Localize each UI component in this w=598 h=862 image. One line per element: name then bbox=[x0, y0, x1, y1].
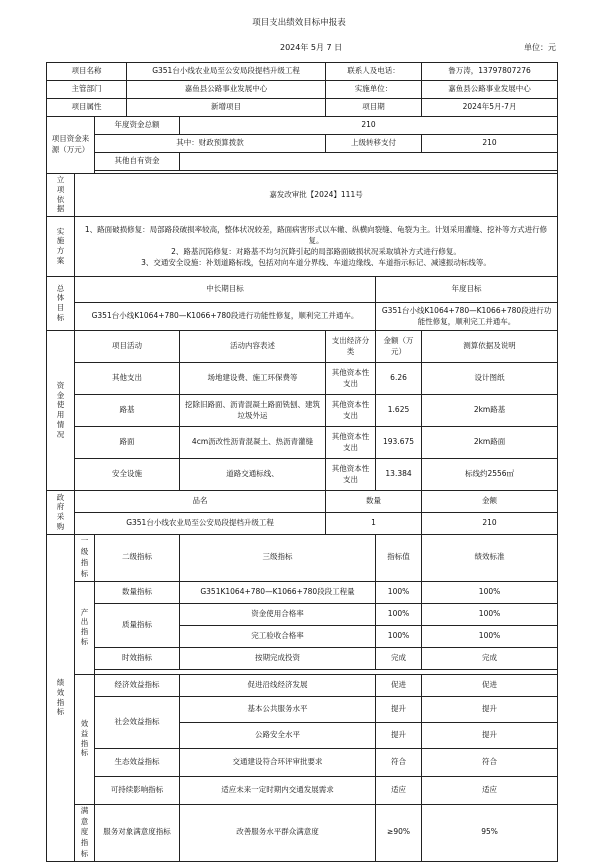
dept-label: 主管部门 bbox=[47, 81, 127, 99]
procurement-header-row bbox=[47, 491, 558, 513]
table-row: 可持续影响指标 适应未来一定时期内交通发展需求 适应 适应 bbox=[47, 776, 558, 804]
annual-goal: G351台小线K1064+780—K1066+780段进行功能性修复，顺利完工并通车。 bbox=[376, 303, 558, 331]
annual-goal-label: 年度目标 bbox=[376, 277, 558, 303]
plan-row bbox=[47, 217, 558, 277]
transfer-value: 210 bbox=[422, 135, 558, 153]
declaration-table bbox=[46, 62, 558, 862]
impl-label: 实施单位： bbox=[326, 81, 422, 99]
table-row: 质量指标 资金使用合格率 100% 100% bbox=[47, 603, 558, 625]
perf-col-l2: 二级指标 bbox=[95, 535, 180, 582]
project-name-row bbox=[47, 63, 558, 81]
self-funds-row bbox=[47, 153, 558, 171]
table-row: 满意度指标 服务对象满意度指标 改善服务水平群众满意度 ≥90% 95% bbox=[47, 804, 558, 861]
procurement-col-amount: 金额 bbox=[422, 491, 558, 513]
plan-line-3: 3、交通安全设施：补划道路标线，包括对向车道分界线、车道边缘线、车道指示标记、减速振动标线等。 bbox=[141, 257, 491, 267]
period-label: 项目期 bbox=[326, 99, 422, 117]
fiscal-row bbox=[47, 135, 558, 153]
transfer-label: 上级转移支付 bbox=[326, 135, 422, 153]
basis-row bbox=[47, 174, 558, 217]
funds-col-content: 活动内容表述 bbox=[180, 331, 326, 363]
table-row: 安全设施 道路交通标线、 其他资本性支出 13.384 标线约2556㎡ bbox=[47, 459, 558, 491]
attr-label: 项目属性 bbox=[47, 99, 127, 117]
funding-label: 项目资金来源（万元） bbox=[47, 117, 95, 174]
goals-value-row bbox=[47, 303, 558, 331]
perf-col-standard: 绩效标准 bbox=[422, 535, 558, 582]
table-row: 产出指标 数量指标 G351K1064+780—K1066+780段段工程量 100% 100% bbox=[47, 581, 558, 603]
table-row: G351台小线农业局至公安局段提档升级工程 1 210 bbox=[47, 513, 558, 535]
long-term-goal-label: 中长期目标 bbox=[75, 277, 376, 303]
impl-value: 嘉鱼县公路事业发展中心 bbox=[422, 81, 558, 99]
annual-funds-value: 210 bbox=[180, 117, 558, 135]
output-indicator-label: 产出指标 bbox=[75, 581, 95, 674]
self-funds-value bbox=[180, 153, 558, 171]
self-funds-label: 其他自有资金 bbox=[95, 153, 180, 171]
plan-line-1: 1、路面破损修复：局部路段破损率较高，整体状况较差，路面病害形式以车辙、纵横向裂缝、龟裂为主。计划采用灌缝、挖补等方式进行修复。 bbox=[84, 224, 548, 245]
funding-row bbox=[47, 117, 558, 135]
report-date: 2024年 5月 7 日 bbox=[280, 43, 343, 52]
table-row: 路面 4cm沥改性沥青混凝土、热沥青灌缝 其他资本性支出 193.675 2km路面 bbox=[47, 427, 558, 459]
project-name-value: G351台小线农业局至公安局段提档升级工程 bbox=[127, 63, 326, 81]
contact-label: 联系人及电话： bbox=[326, 63, 422, 81]
period-value: 2024年5月-7月 bbox=[422, 99, 558, 117]
attribute-row bbox=[47, 99, 558, 117]
attr-value: 新增项目 bbox=[127, 99, 326, 117]
goals-header-row bbox=[47, 277, 558, 303]
table-row: 生态效益指标 交通建设符合环评审批要求 符合 符合 bbox=[47, 748, 558, 776]
table-row: 完工验收合格率 100% 100% bbox=[47, 625, 558, 647]
project-name-label: 项目名称 bbox=[47, 63, 127, 81]
perf-col-l3: 三级指标 bbox=[180, 535, 376, 582]
procurement-label: 政府采购 bbox=[47, 491, 75, 535]
department-row bbox=[47, 81, 558, 99]
basis-value: 嘉发改审批【2024】111号 bbox=[75, 174, 558, 217]
contact-value: 鲁万涛，13797807276 bbox=[422, 63, 558, 81]
fiscal-label: 其中：财政预算拨款 bbox=[95, 135, 326, 153]
table-row: 社会效益指标 基本公共服务水平 提升 提升 bbox=[47, 696, 558, 722]
long-term-goal: G351台小线K1064+780—K1066+780段进行功能性修复，顺利完工并通车。 bbox=[75, 303, 376, 331]
funds-col-activity: 项目活动 bbox=[75, 331, 180, 363]
performance-label: 绩效指标 bbox=[47, 535, 75, 862]
funds-use-label: 资金使用情况 bbox=[47, 331, 75, 491]
perf-header-row bbox=[47, 535, 558, 582]
procurement-col-qty: 数量 bbox=[326, 491, 422, 513]
currency-unit: 单位：元 bbox=[524, 43, 556, 52]
table-row: 效益指标 经济效益指标 促进沿线经济发展 促进 促进 bbox=[47, 674, 558, 696]
plan-line-2: 2、路基沉陷修复：对路基不均匀沉降引起的局部路面破损状况采取填补方式进行修复。 bbox=[171, 246, 461, 256]
perf-col-value: 指标值 bbox=[376, 535, 422, 582]
table-row: 公路安全水平 提升 提升 bbox=[47, 722, 558, 748]
goals-label: 总体目标 bbox=[47, 277, 75, 331]
procurement-col-name: 品名 bbox=[75, 491, 326, 513]
satisfaction-indicator-label: 满意度指标 bbox=[75, 804, 95, 861]
basis-label: 立项依据 bbox=[47, 174, 75, 217]
funds-col-amount: 金额（万元） bbox=[376, 331, 422, 363]
form-title: 项目支出绩效目标申报表 bbox=[252, 18, 346, 28]
funds-col-basis: 测算依据及说明 bbox=[422, 331, 558, 363]
benefit-indicator-label: 效益指标 bbox=[75, 674, 95, 804]
funds-col-class: 支出经济分类 bbox=[326, 331, 376, 363]
annual-funds-label: 年度资金总额 bbox=[95, 117, 180, 135]
table-row: 时效指标 按期完成投资 完成 完成 bbox=[47, 647, 558, 669]
table-row: 其他支出 场地建设费、施工环保费等 其他资本性支出 6.26 设计图纸 bbox=[47, 363, 558, 395]
plan-text bbox=[75, 217, 558, 277]
perf-col-l1: 一级指标 bbox=[75, 535, 95, 582]
table-row: 路基 挖除旧路面、沥青混凝土路面铣刨、建筑垃圾外运 其他资本性支出 1.625 2km路基 bbox=[47, 395, 558, 427]
plan-label: 实施方案 bbox=[47, 217, 75, 277]
dept-value: 嘉鱼县公路事业发展中心 bbox=[127, 81, 326, 99]
funds-use-header-row bbox=[47, 331, 558, 363]
